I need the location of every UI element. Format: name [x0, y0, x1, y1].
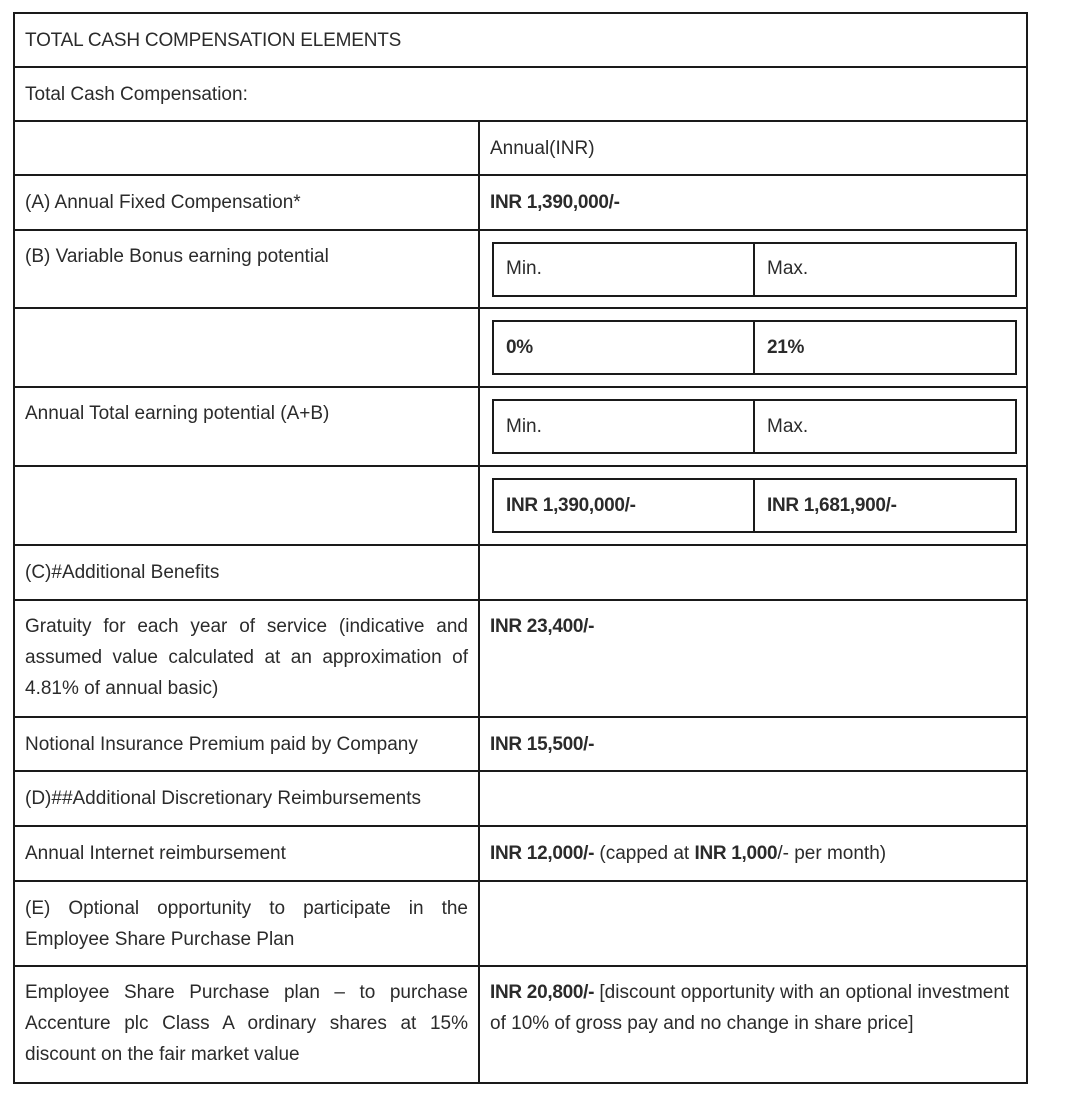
variable-minmax-values	[492, 320, 1017, 375]
total-minmax-values	[492, 478, 1017, 533]
gratuity-value: INR 23,400/-	[479, 600, 1027, 717]
variable-bonus-header-cell	[479, 230, 1027, 308]
total-min-value: INR 1,390,000/-	[493, 479, 754, 532]
variable-max-label: Max.	[754, 243, 1016, 296]
espp-opportunity-label: (E) Optional opportunity to participate in the Employee Share Purchase Plan	[14, 881, 479, 966]
empty-cell	[14, 308, 479, 387]
variable-bonus-values-cell	[479, 308, 1027, 387]
table-subtitle: Total Cash Compensation:	[14, 67, 1027, 121]
gratuity-label: Gratuity for each year of service (indicative and assumed value calculated at an approximation of 4.81% of annual basic)	[14, 600, 479, 717]
espp-label: Employee Share Purchase plan – to purchase Accenture plc Class A ordinary shares at 15% discount on the fair market value	[14, 966, 479, 1083]
variable-min-label: Min.	[493, 243, 754, 296]
total-potential-label: Annual Total earning potential (A+B)	[14, 387, 479, 466]
fixed-comp-label: (A) Annual Fixed Compensation*	[14, 175, 479, 230]
internet-value	[479, 826, 1027, 881]
total-min-label: Min.	[493, 400, 754, 453]
total-max-label: Max.	[754, 400, 1016, 453]
reimbursements-label: (D)##Additional Discretionary Reimbursements	[14, 771, 479, 826]
variable-min-value: 0%	[493, 321, 754, 374]
variable-max-value: 21%	[754, 321, 1016, 374]
additional-benefits-label: (C)#Additional Benefits	[14, 545, 479, 600]
column-header: Annual(INR)	[479, 121, 1027, 175]
total-max-value: INR 1,681,900/-	[754, 479, 1016, 532]
internet-amount: INR 12,000/-	[490, 843, 595, 864]
empty-cell	[479, 881, 1027, 966]
table-title: TOTAL CASH COMPENSATION ELEMENTS	[14, 13, 1027, 67]
empty-cell	[479, 771, 1027, 826]
fixed-comp-value: INR 1,390,000/-	[479, 175, 1027, 230]
compensation-table	[13, 12, 1028, 1084]
total-potential-values-cell	[479, 466, 1027, 545]
variable-bonus-label: (B) Variable Bonus earning potential	[14, 230, 479, 308]
internet-label: Annual Internet reimbursement	[14, 826, 479, 881]
empty-cell	[479, 545, 1027, 600]
insurance-label: Notional Insurance Premium paid by Company	[14, 717, 479, 771]
espp-value	[479, 966, 1027, 1083]
total-potential-header-cell	[479, 387, 1027, 466]
internet-cap-suffix: /- per month)	[777, 843, 887, 864]
espp-amount: INR 20,800/-	[490, 982, 595, 1003]
empty-cell	[14, 466, 479, 545]
header-empty-cell	[14, 121, 479, 175]
internet-cap-text: (capped at	[594, 843, 695, 864]
insurance-value: INR 15,500/-	[479, 717, 1027, 771]
variable-minmax-header	[492, 242, 1017, 297]
internet-monthly-amount: INR 1,000	[694, 843, 778, 864]
total-minmax-header	[492, 399, 1017, 454]
espp-description: [discount opportunity with an optional investment of 10% of gross pay and no change in share price]	[490, 982, 1010, 1034]
